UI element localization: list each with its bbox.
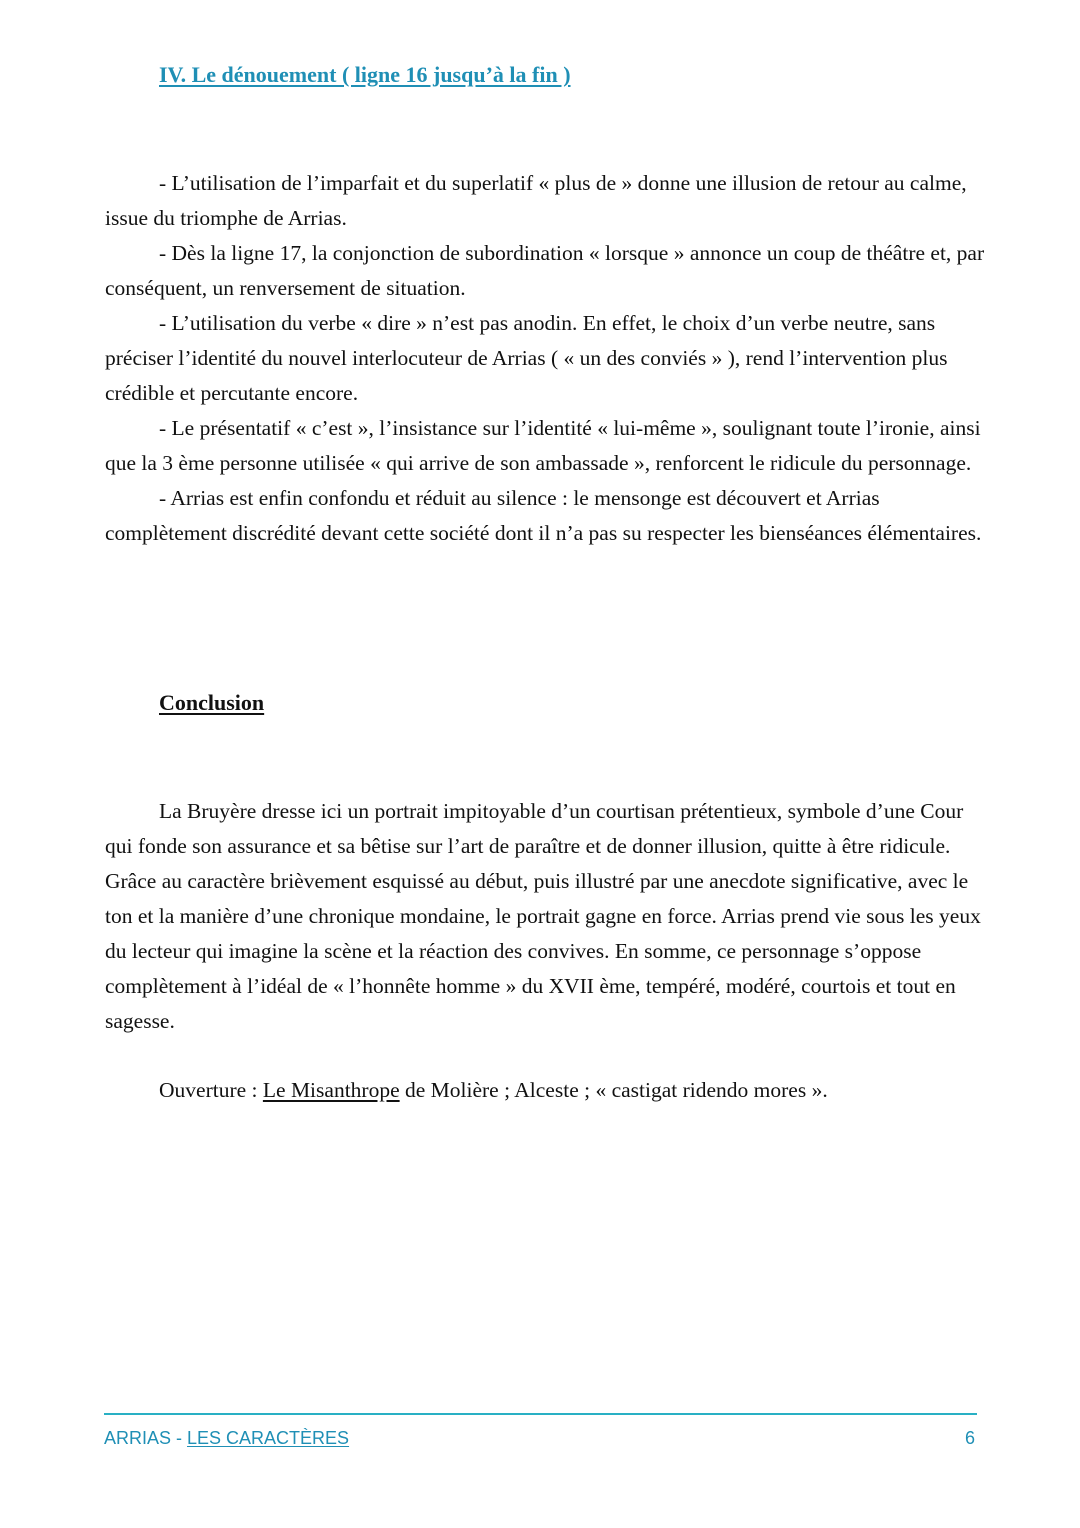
analysis-paragraph: - L’utilisation de l’imparfait et du superlatif « plus de » donne une illusion de retour au calme, issue du triomphe de Arrias. <box>105 171 967 230</box>
analysis-paragraph: - Le présentatif « c’est », l’insistance sur l’identité « lui-même », soulignant toute l’ironie, ainsi que la 3 ème personne utilisée « qui arrive de son ambassade », renforcent le ridicule du personnage. <box>105 416 981 475</box>
footer-title <box>104 1428 349 1449</box>
conclusion-paragraph: La Bruyère dresse ici un portrait impitoyable d’un courtisan prétentieux, symbole d’une Cour qui fonde son assurance et sa bêtise sur l’art de paraître et de donner illusion, quitte à être ridicule. Grâce au caractère brièvement esquissé au début, puis illustré par une anecdote significative, avec le ton et la manière d’une chronique mondaine, le portrait gagne en force. Arrias prend vie sous les yeux du lecteur qui imagine la scène et la réaction des convives. En somme, ce personnage s’oppose complètement à l’idéal de « l’honnête homme » du XVII ème, tempéré, modéré, courtois et tout en sagesse. <box>105 799 981 1033</box>
conclusion-heading: Conclusion <box>159 690 265 715</box>
page-number: 6 <box>964 1428 975 1448</box>
conclusion-text <box>105 794 985 1039</box>
opening-work-title: Le Misanthrope <box>262 1078 400 1102</box>
footer-book-title: LES CARACTÈRES <box>187 1428 350 1448</box>
analysis-paragraph: - Arrias est enfin confondu et réduit au silence : le mensonge est découvert et Arrias complètement discrédité devant cette société dont il n’a pas su respecter les bienséances élémentaires. <box>105 486 982 545</box>
opening-label: Ouverture : <box>159 1078 263 1102</box>
analysis-paragraph: - L’utilisation du verbe « dire » n’est pas anodin. En effet, le choix d’un verbe neutre, sans préciser l’identité du nouvel interlocuteur de Arrias ( « un des conviés » ), rend l’intervention plus crédible et percutante encore. <box>105 311 948 405</box>
section-heading: IV. Le dénouement ( ligne 16 jusqu’à la fin ) <box>159 62 571 87</box>
footer-title-prefix: ARRIAS - <box>104 1428 188 1448</box>
opening-line <box>159 1073 828 1108</box>
analysis-paragraphs <box>105 166 985 551</box>
analysis-paragraph: - Dès la ligne 17, la conjonction de subordination « lorsque » annonce un coup de théâtre et, par conséquent, un renversement de situation. <box>105 241 985 300</box>
footer-divider <box>104 1413 977 1415</box>
opening-rest: de Molière ; Alceste ; « castigat ridendo mores ». <box>399 1078 828 1102</box>
